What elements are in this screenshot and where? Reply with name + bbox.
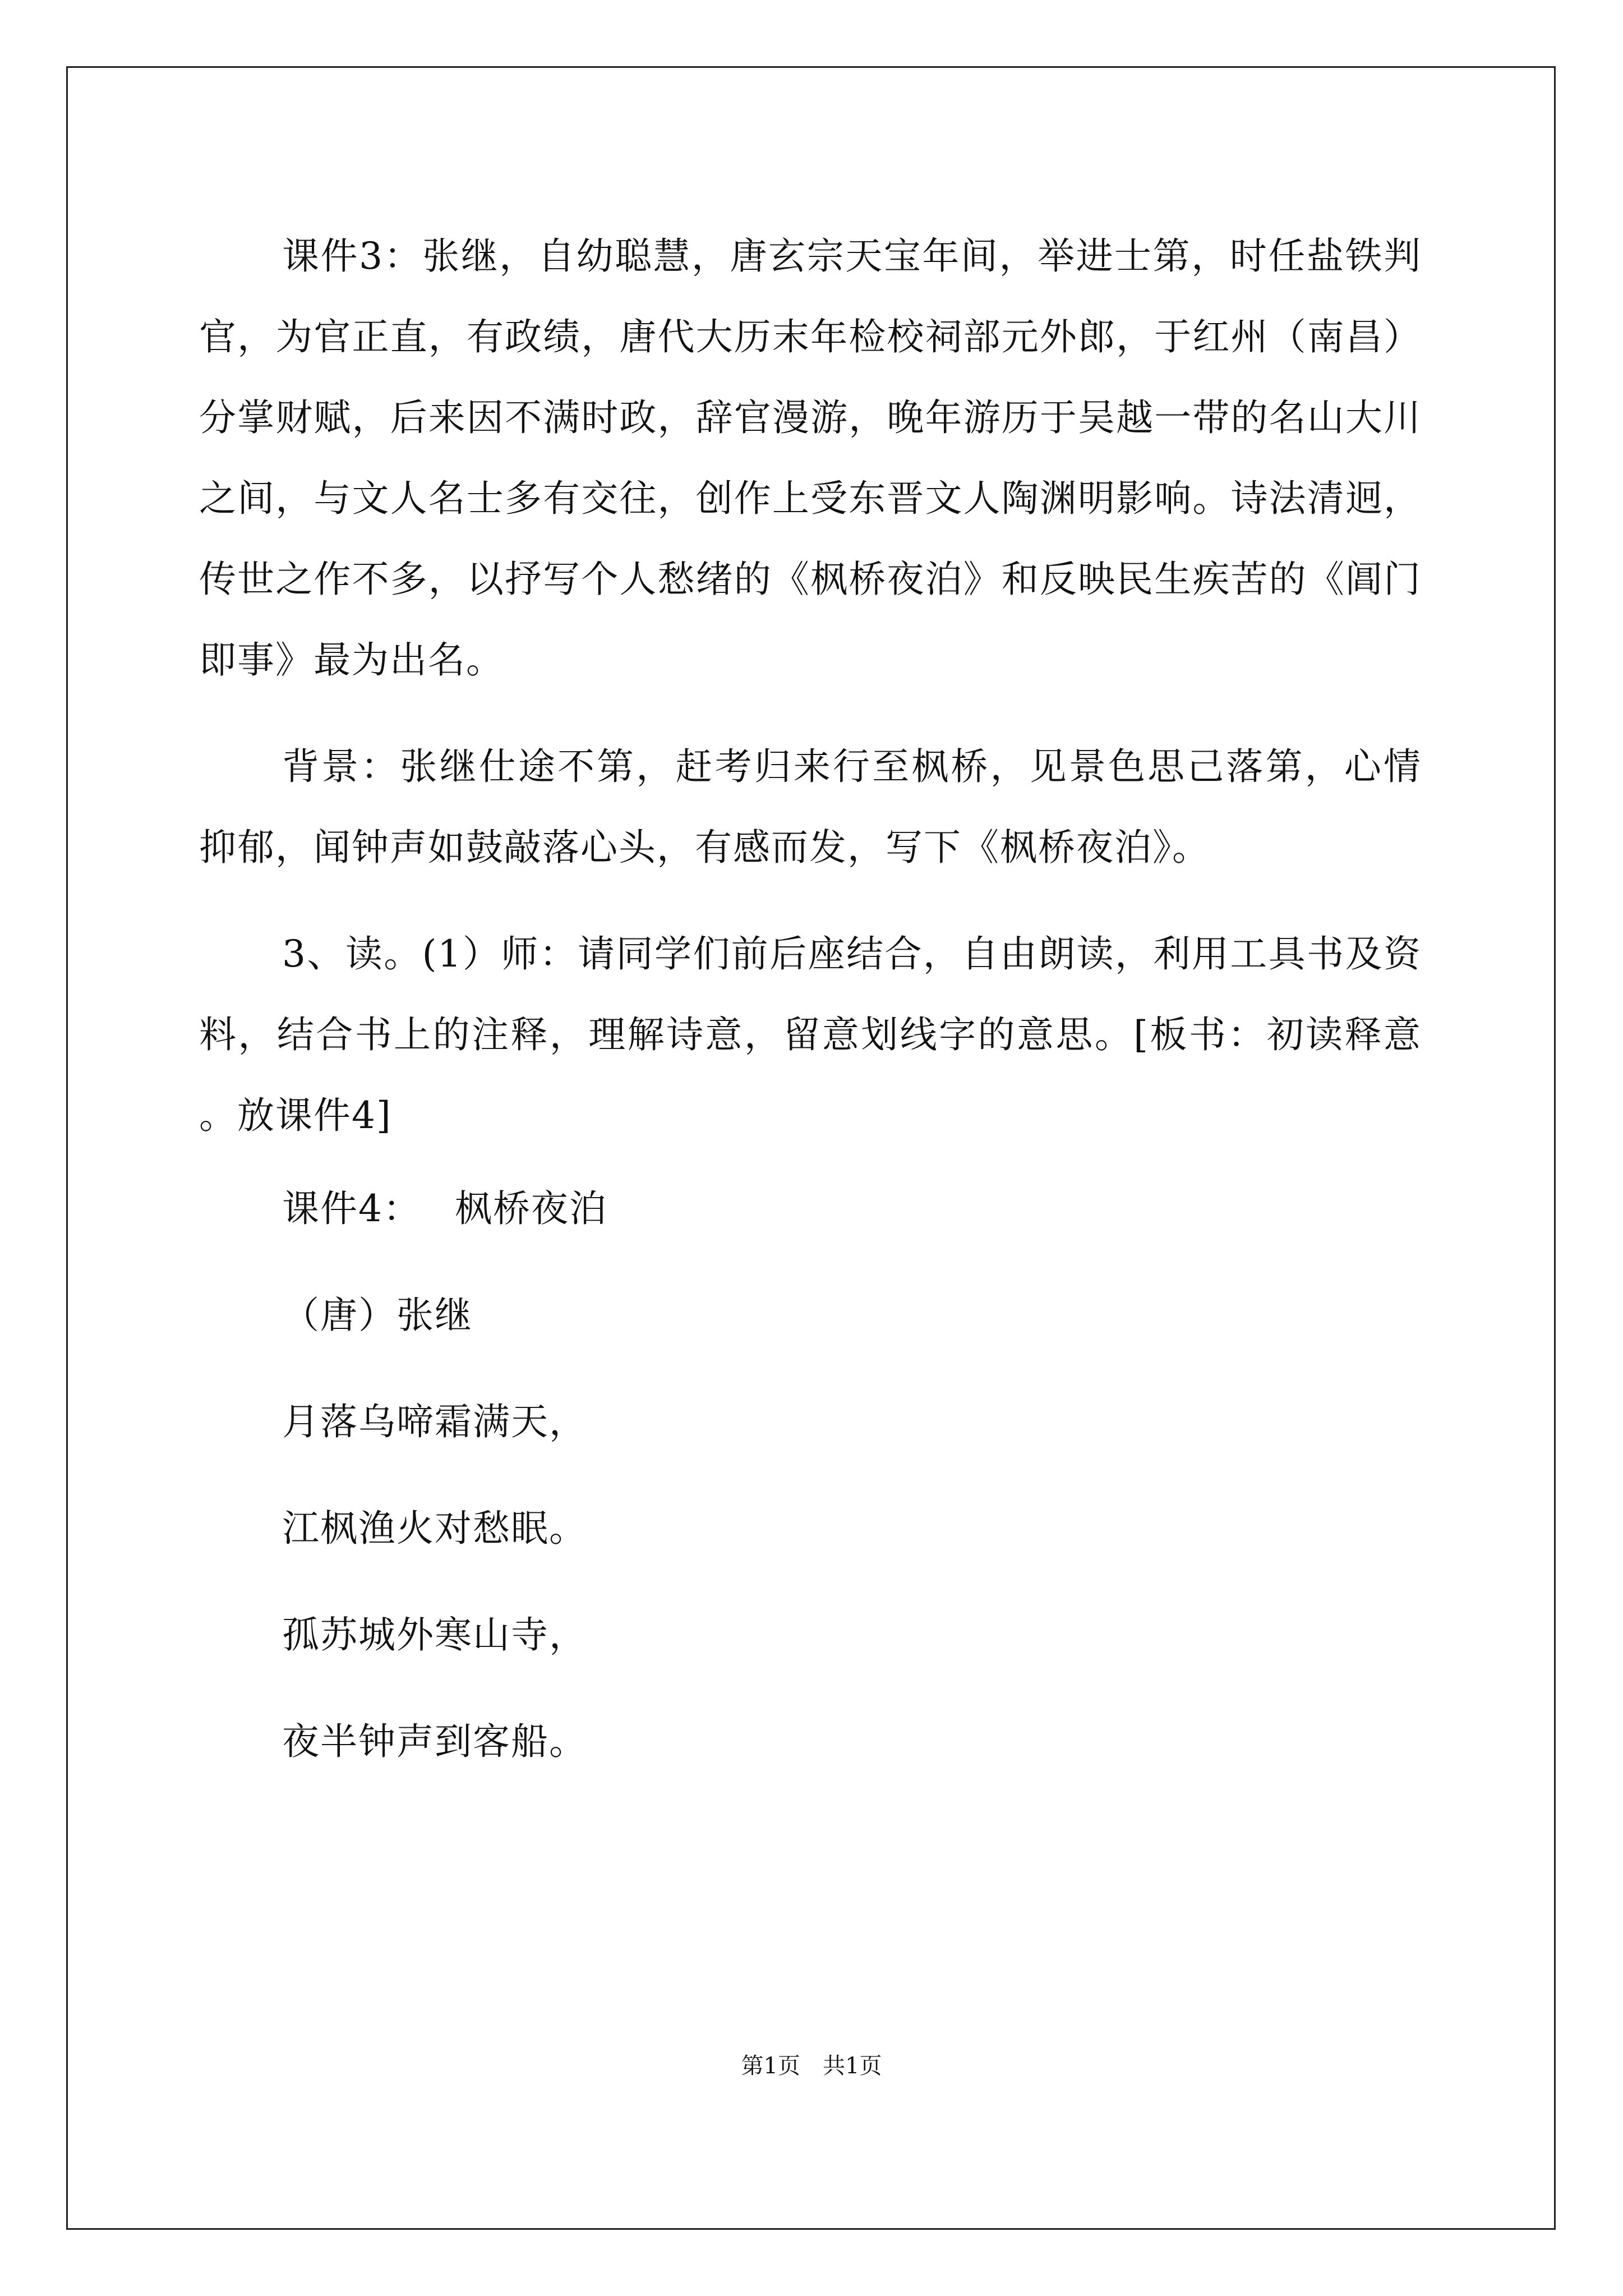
courseware-4-heading	[199, 1182, 1422, 1236]
poem-author: （唐）张继	[282, 1294, 473, 1337]
poem-line-3: 孤苏城外寒山寺，	[282, 1613, 587, 1657]
page-footer	[0, 2052, 1623, 2080]
paragraph-courseware-3: 课件3：张继，自幼聪慧，唐玄宗天宝年间，举进士第，时任盐铁判官，为官正直，有政绩，唐代大历末年检校祠部元外郎，于红州（南昌）分掌财赋，后来因不满时政，辞官漫游，晚年游历于吴越一带的名山大川之间，与文人名士多有交往，创作上受东晋文人陶渊明影响。诗法清迥，传世之作不多，以抒写个人愁绪的《枫桥夜泊》和反映民生疾苦的《阊门即事》最为出名。	[199, 234, 1422, 682]
poem-line-2: 江枫渔火对愁眠。	[282, 1507, 587, 1550]
page-total: 共1页	[823, 2053, 882, 2079]
document-body	[199, 216, 1422, 1821]
paragraph-reading-step: 3、读。(1）师：请同学们前后座结合，自由朗读，利用工具书及资料，结合书上的注释，理解诗意，留意划线字的意思。[板书：初读释意 。放课件4]	[199, 932, 1422, 1137]
paragraph-background: 背景：张继仕途不第，赶考归来行至枫桥，见景色思己落第，心情抑郁，闻钟声如鼓敲落心头，有感而发，写下《枫桥夜泊》。	[199, 745, 1422, 869]
poem-line-1: 月落乌啼霜满天，	[282, 1400, 587, 1443]
poem-title: 枫桥夜泊	[455, 1187, 607, 1230]
poem-line-4: 夜半钟声到客船。	[282, 1720, 587, 1763]
page-number: 第1页	[741, 2053, 800, 2079]
courseware-label: 课件4：	[282, 1187, 421, 1230]
